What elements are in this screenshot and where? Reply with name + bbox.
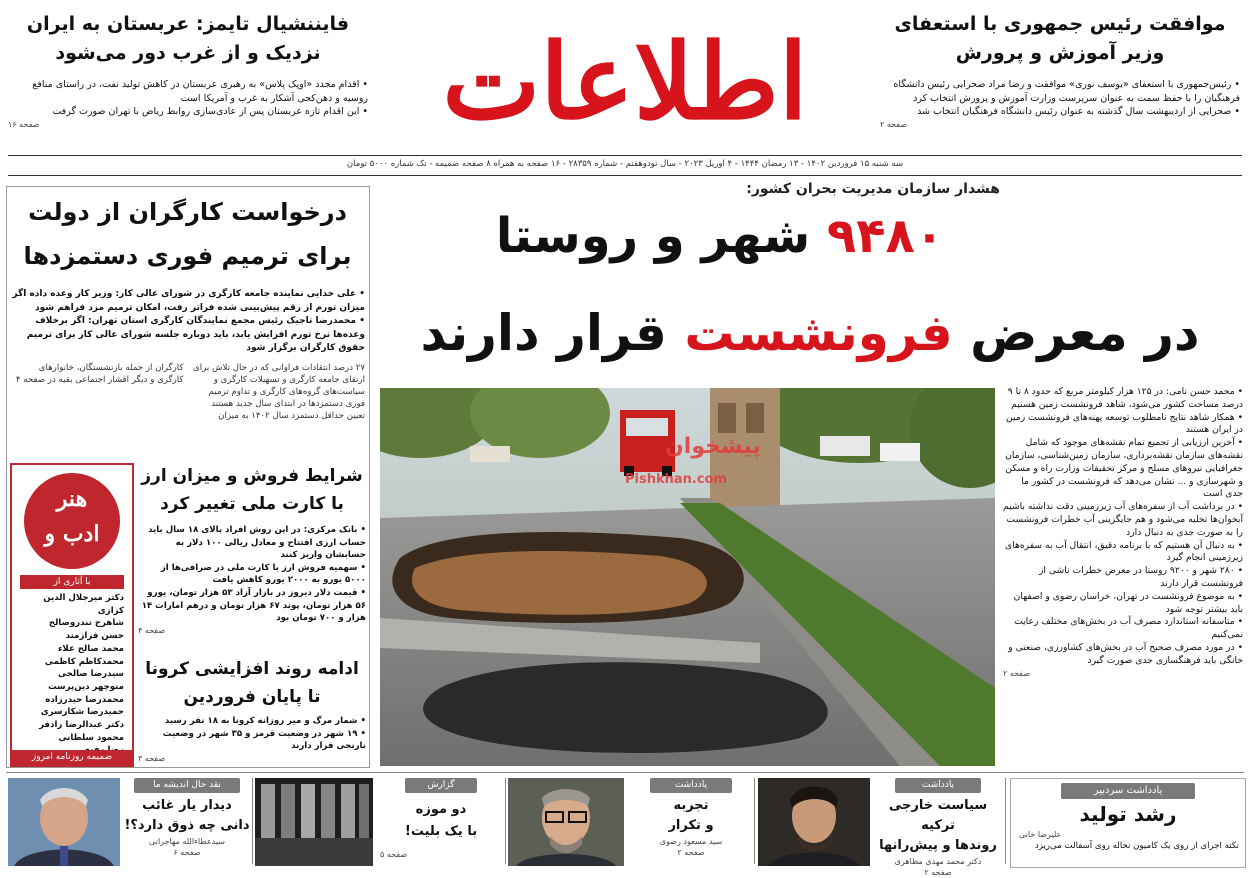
editorial-text: نکته اجرای از روی یک کامیون نخاله روی آسفالت می‌ریزد bbox=[1034, 841, 1239, 851]
page-ref: صفحه ۶ bbox=[173, 848, 201, 857]
name: محمدکاظم کاظمی bbox=[44, 656, 124, 667]
portrait-photo bbox=[508, 778, 624, 866]
supplement-names bbox=[12, 592, 132, 757]
bottom-strip-rule bbox=[6, 772, 1244, 773]
bullet: • ۱۹ شهر در وضعیت قرمز و ۳۵ شهر در وضعیت نارنجی قرار دارند bbox=[162, 728, 366, 752]
supplement-brand-top: هنر bbox=[56, 486, 88, 512]
name: دکتر عبدالرضا رادفر bbox=[39, 720, 124, 731]
bottom-divider bbox=[1005, 778, 1006, 864]
main-headline-line1 bbox=[380, 200, 1060, 272]
turkey-note bbox=[875, 778, 1001, 878]
bullet: • آخرین ارزیابی از تجمیع تمام نقشه‌های موجود که شامل نقشه‌های سازمان نقشه‌برداری، سازمان زمین‌شناسی، سازمان جغرافیایی نیروهای مسلح و مرکز تحقیقات وزارت راه و مسکن و شهرسازی و ... نشان می‌دهد که فرونشست در کشور ما جدی است bbox=[1005, 437, 1243, 500]
workers-title-1: درخواست کارگران از دولت bbox=[28, 198, 347, 226]
supplement-footer: ضمیمه روزنامه امروز bbox=[12, 750, 132, 765]
name: دکتر میرجلال الدین کزازی bbox=[43, 593, 124, 616]
top-right-story bbox=[880, 10, 1240, 130]
top-right-title: موافقت رئیس جمهوری با استعفای وزیر آموزش و پرورش bbox=[894, 13, 1226, 64]
editorial-author: علیرضا خانی bbox=[1019, 830, 1062, 839]
dateline-rule-top bbox=[8, 155, 1242, 156]
turkey-title-1: سیاست خارجی ترکیه bbox=[888, 798, 988, 833]
bullet: • همکار شاهد نتایج نامطلوب توسعه پهنه‌های فرونشست زمین در ایران هستند bbox=[1006, 411, 1243, 436]
top-left-story bbox=[8, 10, 368, 130]
supplement-subtitle: با آثاری از bbox=[20, 575, 124, 589]
page-ref: صفحه ۲ bbox=[1003, 668, 1031, 678]
main-story-bullets bbox=[1003, 386, 1243, 679]
editorial-title: رشد تولید bbox=[1079, 802, 1177, 826]
experience-title-1: تجربه bbox=[673, 798, 709, 813]
workers-story bbox=[10, 190, 365, 423]
editorial-box bbox=[1010, 778, 1246, 868]
currency-title-1: شرایط فروش و میزان ارز bbox=[141, 466, 363, 486]
bullet: • محمد حسن نامی: در ۱۲۵ هزار کیلومتر مربع که حدود ۸ تا ۹ درصد مساحت کشور می‌شود، شاهد فرونشست زمین هستیم bbox=[1007, 386, 1243, 410]
absent-friend-column bbox=[124, 778, 250, 858]
currency-title-2: با کارت ملی تغییر کرد bbox=[160, 494, 344, 514]
top-left-bullets bbox=[8, 78, 368, 119]
turkey-author: دکتر محمد مهدی مظاهری bbox=[894, 857, 982, 866]
workers-col-left: کارگران از جمله بازنشستگان، خانوارهای کارگری و دیگر اقشار اجتماعی بقیه در صفحه ۴ bbox=[15, 362, 184, 385]
portrait-photo bbox=[8, 778, 120, 866]
turkey-author-photo bbox=[758, 778, 870, 866]
bullet: • بانک مرکزی: در این روش افراد بالای ۱۸ سال باید حساب ارزی افتتاح و معادل ریالی ۱۰۰ دلار به حسابشان واریز کنند bbox=[148, 525, 366, 561]
museum-report bbox=[380, 778, 502, 860]
name: منوچهر دین‌پرست bbox=[48, 681, 124, 692]
top-left-title: فایننشیال تایمز: عربستان به ایران نزدیک و از غرب دور می‌شود bbox=[26, 13, 350, 64]
bullet: • صحرایی از اردیبهشت سال گذشته به عنوان رئیس دانشگاه فرهنگیان انتخاب شد bbox=[917, 106, 1240, 117]
experience-author-photo bbox=[508, 778, 624, 866]
name: حمیدرضا شکارسری bbox=[40, 707, 124, 718]
workers-bullets bbox=[10, 288, 365, 356]
absent-friend-title-1: دیدار یار غائب bbox=[142, 798, 232, 813]
museum-title-2: با یک بلیت! bbox=[404, 824, 478, 839]
supplement-logo bbox=[24, 473, 120, 569]
name: محمدرضا حیدرزاده bbox=[45, 694, 124, 705]
sinkhole-photo bbox=[380, 388, 995, 766]
dateline-rule-bottom bbox=[8, 175, 1242, 176]
workers-title-2: برای ترمیم فوری دستمزدها bbox=[23, 242, 352, 270]
absent-friend-author: سیدعطاءالله مهاجرانی bbox=[149, 837, 225, 846]
absent-friend-author-photo bbox=[8, 778, 120, 866]
dateline: سه شنبه ۱۵ فروردین ۱۴۰۲ - ۱۳ رمضان ۱۴۴۴ - ۴ آوریل ۲۰۲۳ - سال نودوهفتم - شماره ۲۸۳۵۹ - ۱۶ صفحه به همراه ۸ صفحه ضمیمه - تک شماره ۵۰۰۰ تومان bbox=[346, 159, 904, 169]
watermark-url: Pishkhan.com bbox=[625, 472, 728, 487]
name: سیدرضا صالحی bbox=[57, 669, 124, 680]
museum-tag: گزارش bbox=[405, 778, 477, 793]
bottom-divider bbox=[252, 778, 253, 864]
name: حسن فرازمند bbox=[65, 631, 124, 642]
bottom-divider bbox=[505, 778, 506, 864]
headline-text-a: در معرض bbox=[970, 304, 1200, 362]
name: محمد صالح علاء bbox=[58, 643, 124, 654]
museum-photo bbox=[255, 778, 373, 866]
museum-gallery-photo bbox=[255, 778, 373, 866]
bullet: • به موضوع فرونشست در تهران، خراسان رضوی و اصفهان باید بیشتر توجه شود bbox=[1013, 590, 1243, 615]
name: شاهرخ تندروصالح bbox=[48, 618, 124, 629]
corona-bullets bbox=[138, 715, 366, 753]
bullet: • در مورد مصرف صحیح آب در بخش‌های کشاورزی، صنعتی و خانگی باید فرهنگسازی جدی صورت گیرد bbox=[1008, 641, 1243, 666]
workers-col-right: ۲۷ درصد انتقادات فراوانی که در حال تلاش برای ارتقای جامعه کارگری و تسهیلات کارگری و سیاست‌های گروه‌های کارگری و تداوم ترمیم فوری دستمزدها در ابتدای سال جدید هستند bbox=[193, 362, 365, 409]
headline-text: شهر و روستا bbox=[495, 208, 811, 264]
bullet: • ۲۸۰ شهر و ۹۲۰۰ روستا در معرض خطرات ناشی از فرونشست قرار دارند bbox=[1038, 565, 1243, 589]
experience-author: سید مسعود رضوی bbox=[659, 837, 723, 846]
page-ref: صفحه ۱۶ bbox=[8, 119, 40, 129]
experience-title-2: و تکرار bbox=[668, 818, 714, 833]
bullet: • سهمیه فروش ارز با کارت ملی در صرافی‌ها از ۵۰۰۰ یورو به ۲۰۰۰ یورو کاهش یافت bbox=[160, 562, 366, 586]
page-ref: صفحه ۲ bbox=[880, 119, 908, 129]
page-ref: صفحه ۲ bbox=[677, 848, 705, 857]
experience-note bbox=[630, 778, 752, 858]
bullet: • محمدرضا تاجیک رئیس مجمع نمایندگان کارگری استان تهران: اگر برخلاف وعده‌ها نرخ تورم افزایش یابد، باید دوباره جلسه شورای عالی کار برای ترمیم حقوق کارگران برگزار شود bbox=[26, 316, 365, 353]
corona-title-2: تا پایان فروردین bbox=[183, 687, 321, 707]
editorial-tag: یادداشت سردبیر bbox=[1061, 783, 1195, 799]
museum-title-1: دو موزه bbox=[415, 802, 467, 817]
main-kicker: هشدار سازمان مدیریت بحران کشور: bbox=[746, 181, 1000, 197]
portrait-photo bbox=[758, 778, 870, 866]
bottom-divider bbox=[754, 778, 755, 864]
top-right-bullets bbox=[880, 78, 1240, 119]
absent-friend-tag: نقد حال اندیشه ما bbox=[134, 778, 240, 793]
headline-text-b: قرار دارند bbox=[420, 304, 667, 362]
bullet: • متاسفانه استاندارد مصرف آب در بخش‌های مختلف رعایت نمی‌کنیم bbox=[1014, 616, 1243, 641]
workers-tail: تعیین حداقل دستمزد سال ۱۴۰۲ به میزان bbox=[218, 410, 365, 421]
newspaper-logo: اطلاعات bbox=[442, 20, 808, 143]
page-ref: صفحه ۴ bbox=[138, 625, 166, 635]
name: محمود سلطانی bbox=[58, 732, 124, 743]
turkey-title-2: روندها و پیش‌رانها bbox=[879, 838, 997, 853]
bullet: • رئیس‌جمهوری با استعفای «یوسف نوری» موافقت و رضا مراد صحرایی رئیس دانشگاه فرهنگیان را با حفظ سمت به عنوان سرپرست وزارت آموزش و پرورش انتخاب کرد bbox=[893, 79, 1240, 104]
bullet: • اقدام مجدد «اوپک پلاس» به رهبری عربستان در کاهش تولید نفت، در راستای منافع روسیه و دهن‌کجی آشکار به غرب و آمریکا است bbox=[32, 79, 368, 104]
headline-red: فرونشست bbox=[684, 304, 953, 362]
page-ref: صفحه ۲ bbox=[924, 868, 952, 877]
bullet: • شمار مرگ و میر روزانه کرونا به ۱۸ نفر رسید bbox=[164, 716, 366, 726]
absent-friend-title-2: دانی چه ذوق دارد؟! bbox=[124, 818, 250, 833]
page-ref: صفحه ۳ bbox=[138, 753, 166, 763]
bullet: • این اقدام تازه عربستان پس از عادی‌سازی روابط ریاض با تهران صورت گرفت bbox=[52, 106, 368, 117]
bullet: • به دنبال آن هستیم که با برنامه دقیق، انتقال آب به سفره‌های زیرزمینی انجام گیرد bbox=[1005, 539, 1243, 564]
bullet: • در برداشت آب از سفره‌های آب زیرزمینی دقت نداشته باشیم آبخوان‌ها تخلیه می‌شود و هم جایگزینی آب خطرات فرونشست را به صورت جدی به دنبال دارد bbox=[1003, 501, 1243, 538]
turkey-tag: یادداشت bbox=[895, 778, 981, 793]
currency-bullets bbox=[138, 524, 366, 625]
experience-tag: یادداشت bbox=[650, 778, 732, 793]
currency-story bbox=[138, 462, 366, 636]
bullet: • قیمت دلار دیروز در بازار آزاد ۵۳ هزار تومان، یورو ۵۶ هزار تومان، پوند ۶۷ هزار تومان و درهم امارات ۱۴ هزار و ۷۰۰ تومان بود bbox=[141, 587, 366, 624]
supplement-box bbox=[10, 463, 134, 767]
supplement-brand-bottom: ادب و bbox=[44, 521, 100, 547]
corona-story bbox=[138, 655, 366, 764]
page-ref: صفحه ۵ bbox=[380, 850, 408, 859]
main-headline-line2 bbox=[380, 295, 1240, 371]
bullet: • علی خدایی نماینده جامعه کارگری در شورای عالی کار: وزیر کار وعده داده اگر میزان تورم از رقم پیش‌بینی شده فراتر رفت، امکان ترمیم مزد فراهم شود bbox=[12, 289, 365, 313]
headline-number: ۹۴۸۰ bbox=[826, 208, 945, 264]
watermark: پیشخوان bbox=[665, 434, 761, 459]
workers-body bbox=[10, 362, 365, 410]
corona-title-1: ادامه روند افزایشی کرونا bbox=[145, 659, 359, 679]
main-photo bbox=[380, 388, 995, 766]
